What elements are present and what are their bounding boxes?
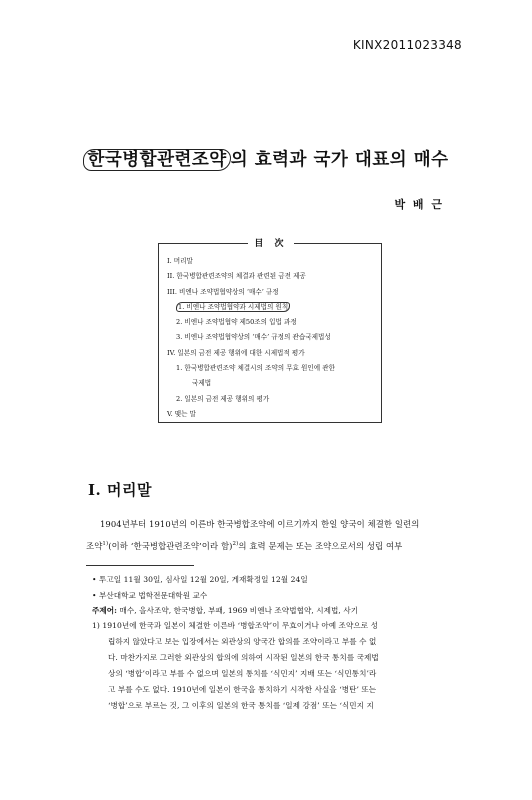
body-paragraph-line: 조약$^{1)}$(이하 ‘한국병합관련조약’이라 함)$^{2)}$의 효력 문제는 또는 조약으로서의 성립 여부 <box>86 541 403 551</box>
toc-item: 1. 한국병합관련조약 체결시의 조약의 무효 원인에 관한 <box>176 364 335 373</box>
footnote-marker: 1) <box>92 621 100 630</box>
footnote-dates: • 투고일 11월 30일, 심사일 12월 20일, 게재확정일 12월 24일 <box>92 575 308 584</box>
toc-item: IV. 일본의 금전 제공 행위에 대한 시제법적 평가 <box>167 348 305 357</box>
footnote-1-line: 다. 마찬가지로 그러한 외관상의 합의에 의하여 시작된 일본의 한국 통치를 국제법 <box>108 653 379 662</box>
footnote-1-line: 상의 ‘병합’이라고 부를 수 없으며 일본의 통치를 ‘식민지’ 지배 또는 ‘식민통치’라 <box>108 669 377 678</box>
toc-item: I. 머리말 <box>167 257 193 265</box>
footnote-1-line: 고 부를 수도 없다. 1910년에 일본이 한국을 통치하기 시작한 사실을 ‘병탄’ 또는 <box>108 685 377 694</box>
footnote-affiliation: • 부산대학교 법학전문대학원 교수 <box>92 591 208 600</box>
toc-item: II. 한국병합관련조약의 체결과 관련된 금전 제공 <box>167 272 306 281</box>
section-heading: I. 머리말 <box>88 481 152 499</box>
paper-title <box>0 146 532 171</box>
toc-item: 2. 비엔나 조약법협약 제50조의 입법 과정 <box>176 318 297 327</box>
toc-heading: 目 次 <box>159 236 383 249</box>
body-paragraph-line: 1904년부터 1910년의 이른바 한국병합조약에 이르기까지 한일 양국이 체결한 일련의 <box>100 519 420 529</box>
footnote-1-line: 립하지 않았다고 보는 입장에서는 외관상의 양국간 합의를 조약이라고 부를 수 없 <box>108 637 377 646</box>
title-rest: 의 효력과 국가 대표의 매수 <box>230 150 449 170</box>
footnote-divider <box>86 565 194 566</box>
table-of-contents <box>158 239 382 423</box>
footnote-1-line: 1) 1910년에 한국과 일본이 체결한 이른바 ‘병합조약’이 무효이거나 아예 조약으로 성 <box>92 621 378 630</box>
toc-item: III. 비엔나 조약법협약상의 ‘매수’ 규정 <box>167 287 279 296</box>
toc-item: V. 맺는 말 <box>167 409 197 418</box>
toc-item: 국제법 <box>192 379 212 388</box>
toc-item: 1. 비엔나 조약법협약과 시제법의 원칙 <box>178 302 289 311</box>
toc-item: 3. 비엔나 조약법협약상의 ‘매수’ 규정의 관습국제법성 <box>176 333 331 342</box>
toc-list <box>167 254 377 422</box>
document-id: KINX2011023348 <box>352 38 462 52</box>
author: 박 배 근 <box>394 198 444 211</box>
footnote-keywords: 주제어: 매수, 을사조약, 한국병합, 부패, 1969 비엔나 조약법협약, 시제법, 사기 <box>92 606 359 615</box>
footnote-1-line: ‘병합’으로 부르는 것, 그 이후의 일본의 한국 통치를 ‘일제 강점’ 또는 ‘식민지 지 <box>108 701 374 710</box>
title-circled-part: 한국병합관련조약 <box>83 149 230 171</box>
toc-item: 2. 일본의 금전 제공 행위의 평가 <box>176 394 270 403</box>
